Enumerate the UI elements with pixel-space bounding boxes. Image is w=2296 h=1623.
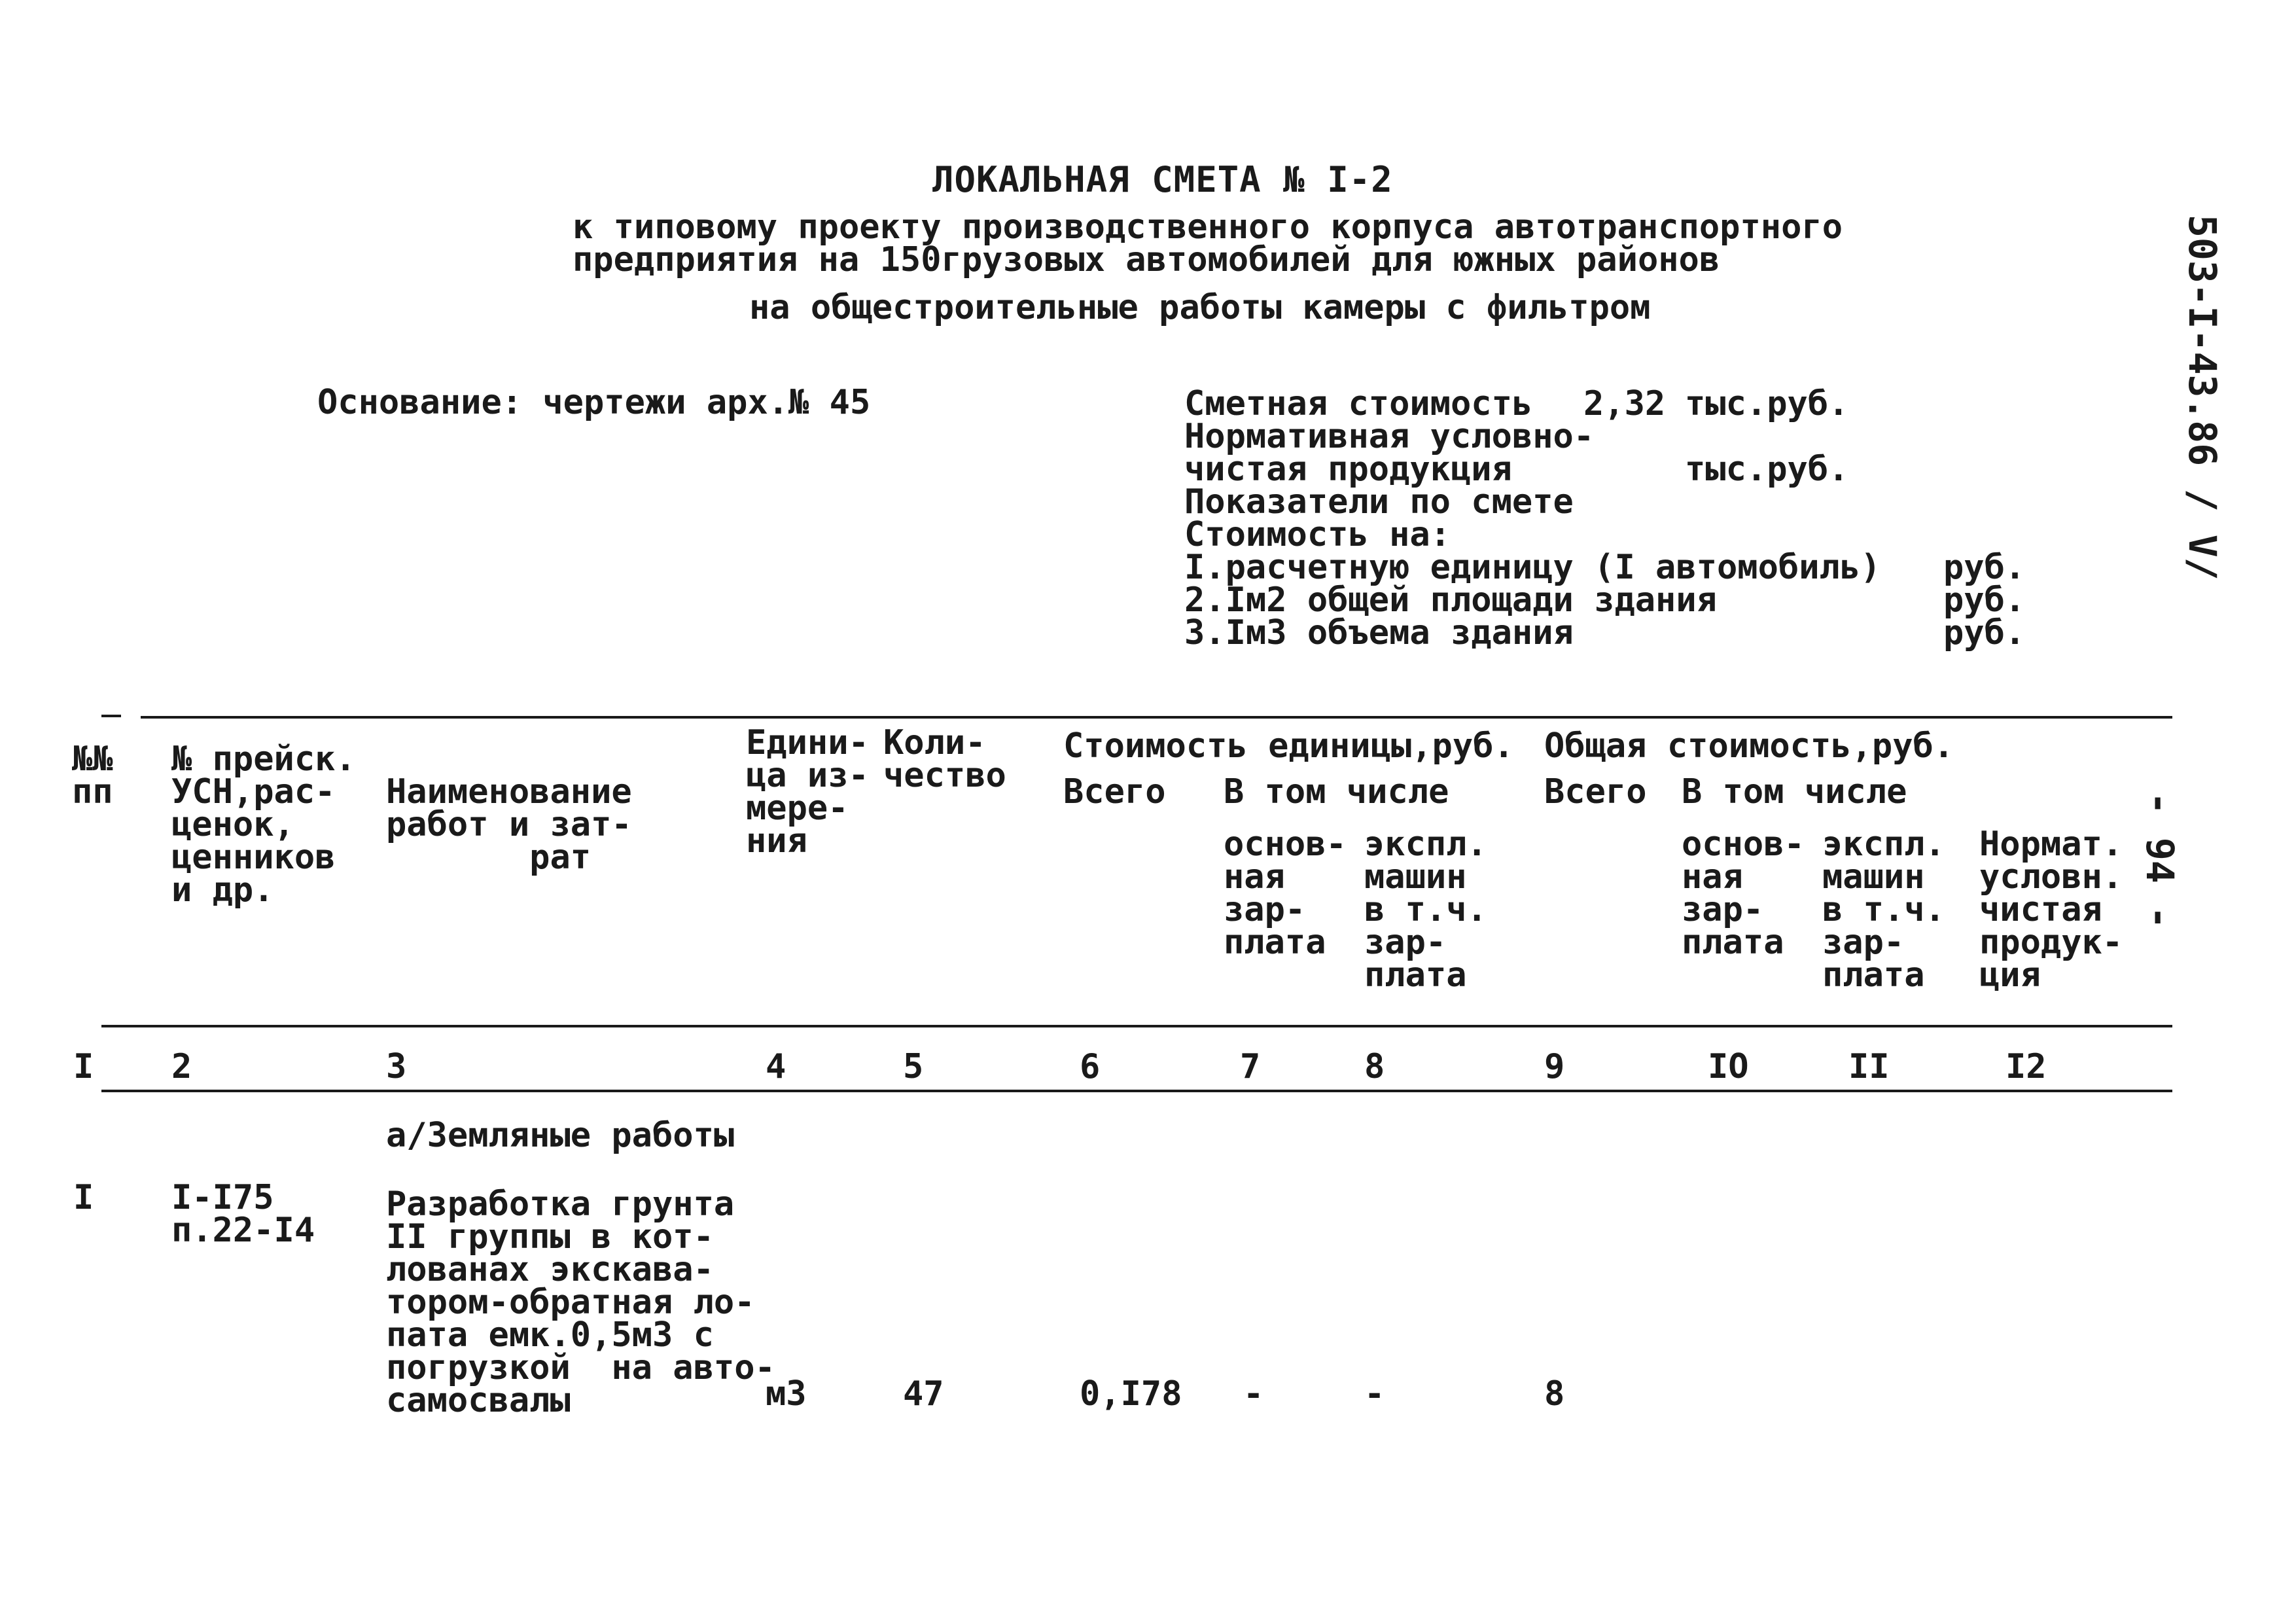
col-num-8: 8 xyxy=(1364,1047,1385,1086)
subtitle-line-1: к типовому проекту производственного корпуса автотранспортного xyxy=(573,207,1843,247)
estimated-cost-unit: тыс.руб. xyxy=(1685,384,1849,423)
table-top-rule xyxy=(141,716,2172,719)
col-num-3: 3 xyxy=(386,1047,407,1086)
header-total-including: В том числе xyxy=(1682,772,1907,812)
col-num-9: 9 xyxy=(1544,1047,1565,1086)
col-num-10: IO xyxy=(1708,1047,1749,1086)
cost-per-heading: Стоимость на: xyxy=(1184,515,1451,554)
header-total-total: Всего xyxy=(1544,772,1647,812)
document-code: 503-I-43.86 / V/ xyxy=(2180,215,2225,580)
indicator-item-3: 3.Iм3 объема здания xyxy=(1184,613,1574,652)
estimated-cost-value: 2,32 xyxy=(1583,384,1666,423)
normative-label-1: Нормативная условно- xyxy=(1184,417,1595,456)
col-num-5: 5 xyxy=(903,1047,924,1086)
section-heading: а/Земляные работы xyxy=(386,1116,735,1155)
col-num-4: 4 xyxy=(766,1047,786,1086)
header-col-unit-wage: основ- ная зар- плата xyxy=(1224,825,1347,962)
row-1-unit-total: 0,I78 xyxy=(1080,1374,1182,1414)
header-col-quantity: Коли- чество xyxy=(883,723,1006,795)
header-col-normative: Нормат. условн. чистая продук- ция xyxy=(1979,825,2123,995)
header-group-total-cost: Общая стоимость,руб. xyxy=(1544,726,1954,766)
header-col-number: №№ пп xyxy=(72,740,113,812)
table-top-rule-tick xyxy=(101,715,121,717)
estimate-title: ЛОКАЛЬНАЯ СМЕТА № I-2 xyxy=(932,159,1393,200)
header-unit-including: В том числе xyxy=(1224,772,1449,812)
indicator-item-1: I.расчетную единицу (I автомобиль) xyxy=(1184,548,1881,587)
row-1-name: Разработка грунта II группы в кот- лованах экскава- тором-обратная ло- пата емк.0,5м3 с погрузкой на авто- самосвалы xyxy=(386,1185,775,1420)
row-1-number: I xyxy=(73,1178,94,1217)
header-col-total-machines: экспл. машин в т.ч. зар- плата xyxy=(1822,825,1945,995)
header-col-price-code: № прейск. УСН,рас- ценок, ценников и др. xyxy=(171,740,356,910)
indicator-item-3-unit: руб. xyxy=(1943,613,2026,652)
col-num-2: 2 xyxy=(171,1047,192,1086)
header-col-unit: Едини- ца из- мере- ния xyxy=(746,723,869,861)
normative-label-2: чистая продукция xyxy=(1184,450,1512,489)
estimated-cost-label: Сметная стоимость xyxy=(1184,384,1533,423)
header-group-unit-cost: Стоимость единицы,руб. xyxy=(1063,726,1514,766)
subtitle-line-3: на общестроительные работы камеры с фильтром xyxy=(749,288,1651,327)
header-col-name: Наименование работ и зат- рат xyxy=(386,772,632,877)
table-numbers-rule xyxy=(101,1090,2172,1092)
row-1-total: 8 xyxy=(1544,1374,1565,1414)
col-num-1: I xyxy=(73,1047,94,1086)
indicators-heading: Показатели по смете xyxy=(1184,482,1574,522)
row-1-unit-machines: - xyxy=(1364,1374,1385,1414)
col-num-7: 7 xyxy=(1240,1047,1261,1086)
col-num-12: I2 xyxy=(2005,1047,2047,1086)
header-unit-total: Всего xyxy=(1063,772,1166,812)
header-col-total-wage: основ- ная зар- плата xyxy=(1682,825,1805,962)
row-1-code: I-I75 п.22-I4 xyxy=(171,1178,315,1250)
header-col-unit-machines: экспл. машин в т.ч. зар- плата xyxy=(1364,825,1487,995)
row-1-unit: м3 xyxy=(766,1374,807,1414)
page-number: - 94 - xyxy=(2138,792,2182,929)
indicator-item-2: 2.Iм2 общей площади здания xyxy=(1184,580,1717,620)
col-num-11: II xyxy=(1848,1047,1890,1086)
row-1-unit-wage: - xyxy=(1243,1374,1264,1414)
subtitle-line-2: предприятия на 150грузовых автомобилей для южных районов xyxy=(573,240,1720,279)
row-1-quantity: 47 xyxy=(903,1374,944,1414)
col-num-6: 6 xyxy=(1080,1047,1101,1086)
basis-line: Основание: чертежи арх.№ 45 xyxy=(317,383,871,422)
normative-unit: тыс.руб. xyxy=(1685,450,1849,489)
indicator-item-2-unit: руб. xyxy=(1943,580,2026,620)
indicator-item-1-unit: руб. xyxy=(1943,548,2026,587)
table-header-rule xyxy=(101,1025,2172,1027)
